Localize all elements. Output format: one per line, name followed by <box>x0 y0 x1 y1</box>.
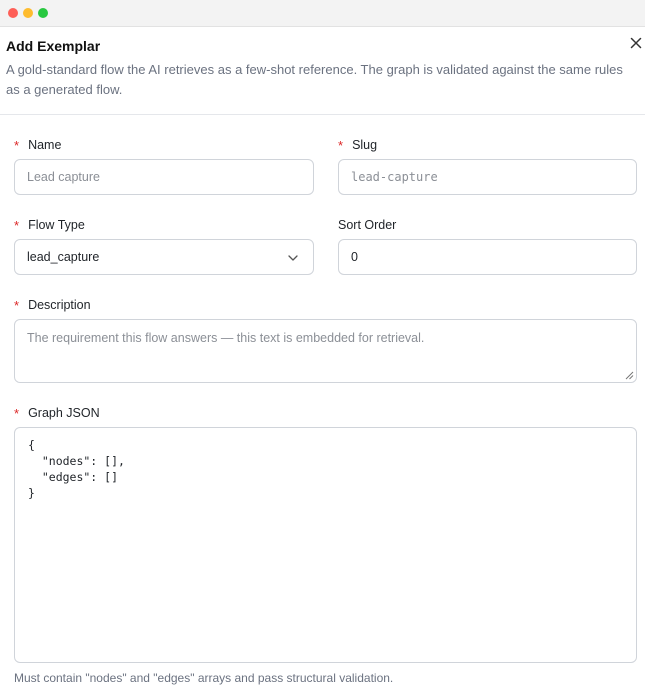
description-textarea[interactable] <box>14 319 637 383</box>
description-placeholder: The requirement this flow answers — this text is embedded for retrieval. <box>27 331 425 345</box>
dialog-close-button[interactable] <box>628 35 644 51</box>
required-marker: * <box>14 405 20 421</box>
chevron-down-icon <box>287 252 299 264</box>
resize-handle-icon[interactable] <box>625 371 634 380</box>
graph-json-label: * Graph JSON <box>14 405 100 421</box>
description-label: * Description <box>14 297 91 313</box>
dialog-header <box>0 27 645 115</box>
sort-order-value: 0 <box>351 250 358 264</box>
required-marker: * <box>14 217 20 233</box>
required-marker: * <box>338 137 344 153</box>
name-input[interactable] <box>14 159 314 195</box>
required-marker: * <box>14 297 20 313</box>
flow-type-label: * Flow Type <box>14 217 85 233</box>
window-maximize-button[interactable] <box>38 8 48 18</box>
window-minimize-button[interactable] <box>23 8 33 18</box>
flow-type-value: lead_capture <box>27 250 100 264</box>
graph-json-editor[interactable] <box>14 427 637 663</box>
sort-order-input[interactable] <box>338 239 637 275</box>
name-label: * Name <box>14 137 62 153</box>
slug-input[interactable] <box>338 159 637 195</box>
name-input-placeholder: Lead capture <box>27 170 100 184</box>
dialog-description: A gold-standard flow the AI retrieves as a few-shot reference. The graph is validated against the same rules as a generated flow. <box>6 62 623 97</box>
window-titlebar <box>0 0 645 27</box>
close-icon <box>630 37 642 49</box>
dialog-title: Add Exemplar <box>6 38 101 54</box>
graph-json-hint: Must contain "nodes" and "edges" arrays and pass structural validation. <box>14 671 394 685</box>
slug-input-placeholder: lead-capture <box>351 170 438 184</box>
required-marker: * <box>14 137 20 153</box>
sort-order-label: Sort Order <box>338 218 397 232</box>
slug-label: * Slug <box>338 137 378 153</box>
flow-type-select[interactable] <box>14 239 314 275</box>
window-close-button[interactable] <box>8 8 18 18</box>
graph-json-content: { "nodes": [], "edges": [] } <box>28 438 125 500</box>
